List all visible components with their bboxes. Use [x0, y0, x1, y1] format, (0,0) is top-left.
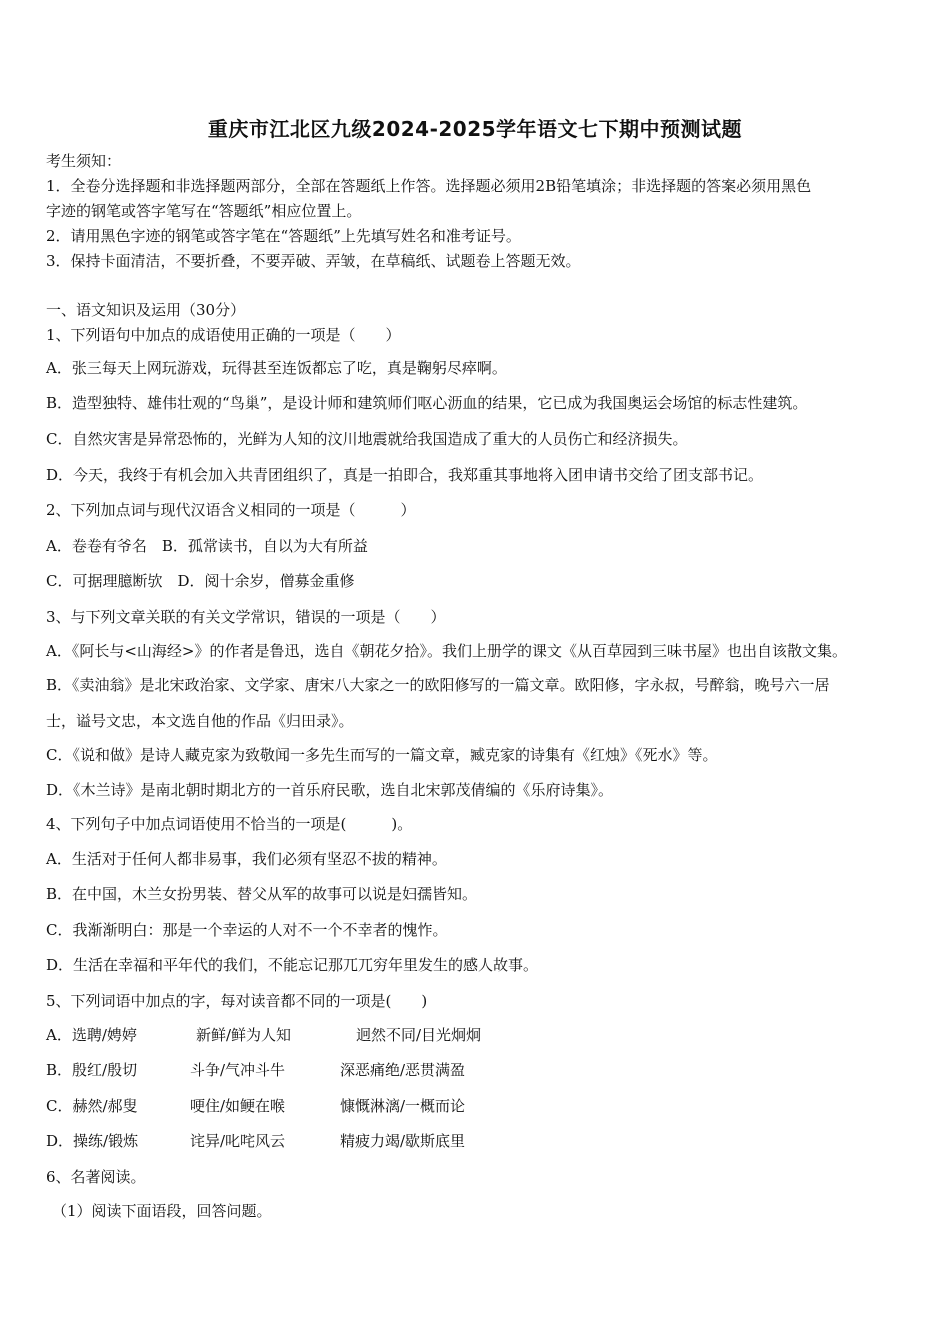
- q5-b-col3: 深恶痛绝/恶贯满盈: [340, 1061, 466, 1079]
- q5-d-col2: 诧异/叱咤风云: [190, 1132, 286, 1150]
- q4-stem: 4、下列句子中加点词语使用不恰当的一项是( )。: [46, 815, 413, 833]
- q4-option-c: C．我渐渐明白：那是一个幸运的人对不一个不幸者的愧怍。: [46, 921, 448, 939]
- q2-stem: 2、下列加点词与现代汉语含义相同的一项是（ ）: [46, 501, 416, 519]
- q5-option-d: [46, 1130, 910, 1152]
- q5-stem: 5、下列词语中加点的字，每对读音都不同的一项是( ): [46, 992, 428, 1010]
- exam-title: 重庆市江北区九级2024-2025学年语文七下期中预测试题: [207, 117, 743, 141]
- q3-option-a: A．《阿长与<山海经>》的作者是鲁迅，选自《朝花夕拾》。我们上册学的课文《从百草园到三味书屋》也出自该散文集。: [46, 642, 847, 660]
- q5-a-col1: A．选聘/娉婷: [46, 1026, 137, 1044]
- q5-b-col1: B．殷红/殷切: [46, 1061, 138, 1079]
- q3-option-c: C．《说和做》是诗人藏克家为致敬闻一多先生而写的一篇文章，臧克家的诗集有《红烛》《死水》等。: [46, 746, 718, 764]
- q5-a-col3: 迥然不同/目光炯炯: [356, 1026, 482, 1044]
- q5-c-col2: 哽住/如鲠在喉: [190, 1097, 286, 1115]
- notice-item-1: 1．全卷分选择题和非选择题两部分，全部在答题纸上作答。选择题必须用2B铅笔填涂；非选择题的答案必须用黑色: [46, 177, 812, 195]
- q1-option-c: C．自然灾害是异常恐怖的，光鲜为人知的汶川地震就给我国造成了重大的人员伤亡和经济损失。: [46, 430, 688, 448]
- q5-a-col2: 新鲜/鲜为人知: [196, 1026, 292, 1044]
- q5-c-col1: C．赫然/郝叟: [46, 1097, 138, 1115]
- section-heading: 一、语文知识及运用（30分）: [46, 301, 246, 319]
- q4-option-d: D．生活在幸福和平年代的我们，不能忘记那兀兀穷年里发生的感人故事。: [46, 956, 539, 974]
- q1-option-d: D．今天，我终于有机会加入共青团组织了，真是一拍即合，我郑重其事地将入团申请书交给了团支部书记。: [46, 466, 764, 484]
- q5-c-col3: 慷慨淋漓/一概而论: [340, 1097, 466, 1115]
- q3-option-b: B．《卖油翁》是北宋政治家、文学家、唐宋八大家之一的欧阳修写的一篇文章。欧阳修，字永叔，号醉翁，晚号六一居: [46, 676, 830, 694]
- q5-option-a: [46, 1024, 910, 1046]
- q5-d-col1: D．操练/锻炼: [46, 1132, 139, 1150]
- q5-d-col3: 精疲力竭/歇斯底里: [340, 1132, 466, 1150]
- q3-option-b-cont: 士，谥号文忠，本文选自他的作品《归田录》。: [46, 712, 354, 730]
- q5-b-col2: 斗争/气冲斗牛: [190, 1061, 286, 1079]
- q1-stem: 1、下列语句中加点的成语使用正确的一项是（ ）: [46, 326, 401, 344]
- q5-option-c: [46, 1095, 910, 1117]
- q6-stem: 6、名著阅读。: [46, 1168, 146, 1186]
- notice-item-3: 3．保持卡面清洁，不要折叠，不要弄破、弄皱，在草稿纸、试题卷上答题无效。: [46, 252, 581, 270]
- q3-stem: 3、与下列文章关联的有关文学常识，错误的一项是（ ）: [46, 608, 446, 626]
- q1-option-b: B．造型独特、雄伟壮观的“鸟巢”，是设计师和建筑师们呕心沥血的结果，它已成为我国奥运会场馆的标志性建筑。: [46, 394, 808, 412]
- q2-options-ab: A．卷卷有爷名 B．孤常读书，自以为大有所益: [46, 537, 368, 555]
- q3-option-d: D．《木兰诗》是南北朝时期北方的一首乐府民歌，选自北宋郭茂倩编的《乐府诗集》。: [46, 781, 614, 799]
- q4-option-b: B．在中国，木兰女扮男装、替父从军的故事可以说是妇孺皆知。: [46, 885, 478, 903]
- q2-options-cd: C．可据理臆断欤 D．阅十余岁，僧募金重修: [46, 572, 355, 590]
- notice-item-1-cont: 字迹的钢笔或答字笔写在“答题纸”相应位置上。: [46, 202, 362, 220]
- q4-option-a: A．生活对于任何人都非易事，我们必须有坚忍不拔的精神。: [46, 850, 447, 868]
- q6-sub1: （1）阅读下面语段，回答问题。: [52, 1202, 272, 1220]
- notice-heading: 考生须知：: [46, 152, 122, 170]
- notice-item-2: 2．请用黑色字迹的钢笔或答字笔在“答题纸”上先填写姓名和准考证号。: [46, 227, 521, 245]
- q5-option-b: [46, 1059, 910, 1081]
- q1-option-a: A．张三每天上网玩游戏，玩得甚至连饭都忘了吃，真是鞠躬尽瘁啊。: [46, 359, 507, 377]
